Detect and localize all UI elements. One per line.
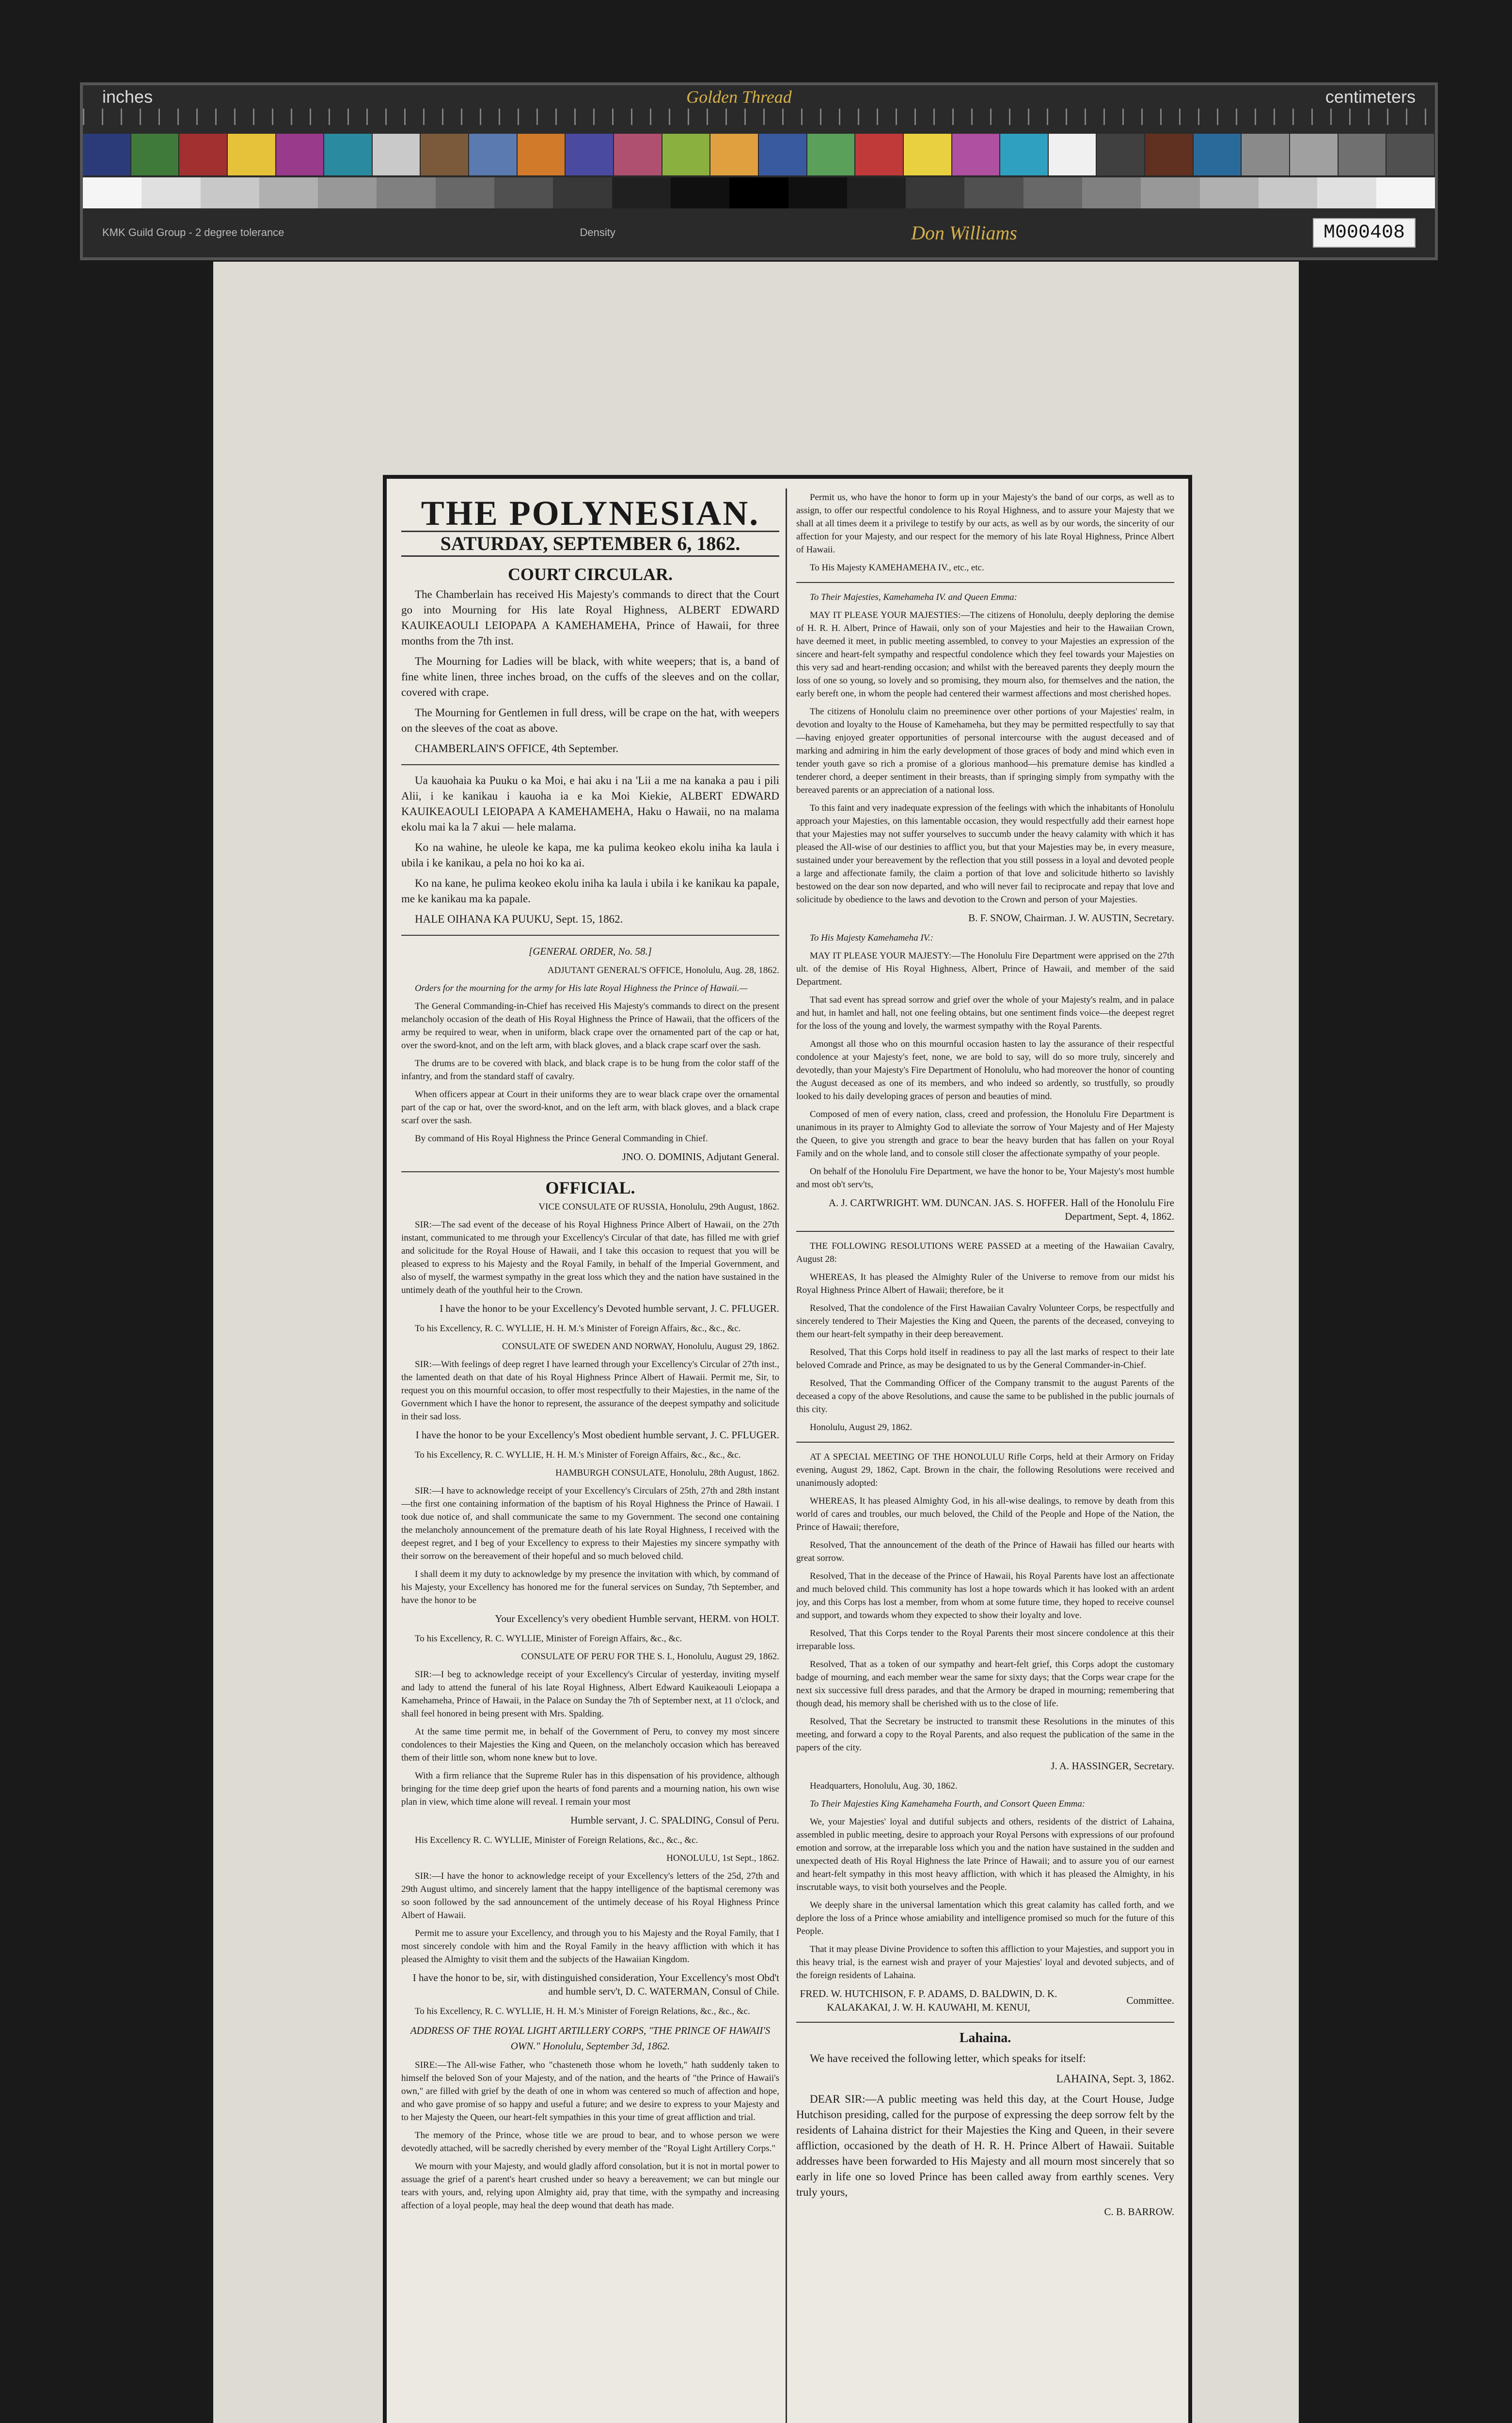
column-divider: [786, 488, 787, 2423]
address-paragraph: On behalf of the Honolulu Fire Department, we have the honor to be, Your Majesty's most humble and most ob't serv'ts,: [796, 1166, 1174, 1190]
address-paragraph: Amongst all those who on this mournful occasion hasten to lay the assurance of their respectful condolence at your Majesty's feet, none, we are bold to say, will do so more truly, sincerely and devotedly, than your Majesty's Fire Department of Honolulu, who had moreover the honor of counting the August deceased as one of its members, and who indeed so ardently, so trustfully, so proudly looked to his daily developing graces of person and beauties of mind.: [796, 1039, 1174, 1101]
lahaina-paragraph: We deeply share in the universal lamentation which this great calamity has called forth, and we deplore the loss of a Prince whose amiability and intelligence promised so much for the future of this People.: [796, 1900, 1174, 1936]
grey-step: [847, 177, 906, 208]
color-swatch: [1290, 134, 1339, 175]
address-heading: To Their Majesties, Kamehameha IV. and Queen Emma:: [810, 592, 1017, 602]
grey-step: [1141, 177, 1199, 208]
color-swatch: [710, 134, 759, 175]
court-paragraph: The Mourning for Gentlemen in full dress, will be crape on the hat, with weepers on the sleeves of the coat as above.: [401, 707, 779, 734]
color-swatch: [228, 134, 276, 175]
letter-signature: Your Excellency's very obedient Humble servant, HERM. von HOLT.: [495, 1613, 779, 1624]
grey-step: [83, 177, 142, 208]
grey-step: [318, 177, 377, 208]
color-calibration-card: [80, 82, 1438, 260]
letter-signature: I have the honor to be your Excellency's Devoted humble servant, J. C. PFLUGER.: [440, 1303, 779, 1314]
resolution-paragraph: Resolved, That the announcement of the death of the Prince of Hawaii has filled our hearts with great sorrow.: [796, 1540, 1174, 1563]
brand-label: Golden Thread: [686, 87, 792, 107]
grey-step: [906, 177, 964, 208]
color-swatch: [1194, 134, 1242, 175]
resolution-paragraph: Resolved, That the condolence of the First Hawaiian Cavalry Volunteer Corps, be respectfully and sincerely tendered to Their Majesties the King and Queen, the parents of the deceased, conveying to them our heart-felt sympathy in their deep bereavement.: [796, 1303, 1174, 1339]
resolution-paragraph: Resolved, That as a token of our sympathy and heart-felt grief, this Corps adopt the customary badge of mourning, and each member wear the same for sixty days; that the Corps wear crape for the next six successive full dress parades, and that the Armory be draped in mourning; remembering that though dead, his memory shall be cherished with us to the close of life.: [796, 1659, 1174, 1709]
court-signature: CHAMBERLAIN'S OFFICE, 4th September.: [415, 742, 619, 755]
court-circular-heading: COURT CIRCULAR.: [507, 565, 673, 584]
color-swatch: [276, 134, 325, 175]
letter-heading: VICE CONSULATE OF RUSSIA, Honolulu, 29th August, 1862.: [538, 1202, 779, 1212]
section-rule: [401, 1171, 779, 1172]
letter-address: To his Excellency, R. C. WYLLIE, H. H. M.'s Minister of Foreign Relations, &c., &c., &c.: [415, 2006, 750, 2016]
grey-step: [1082, 177, 1141, 208]
letter-heading: HAMBURGH CONSULATE, Honolulu, 28th August, 1862.: [555, 1468, 779, 1478]
color-swatch: [469, 134, 518, 175]
color-swatch: [518, 134, 566, 175]
letter-signature: Humble servant, J. C. SPALDING, Consul of Peru.: [570, 1814, 779, 1826]
resolution-paragraph: Resolved, That the Secretary be instructed to transmit these Resolutions in the minutes of this meeting, and forward a copy to the Royal Parents, and also request the publication of the same in the papers of the city.: [796, 1716, 1174, 1753]
grey-step: [201, 177, 259, 208]
inches-label: inches: [102, 87, 153, 107]
address-paragraph: Composed of men of every nation, class, creed and profession, the Honolulu Fire Department is unanimous in its prayer to Almighty God to alleviate the sorrow of Your Majesty and of Her Majesty the Queen, to give you strength and grace to bear the heavy burden that has fallen on your Royal Family and on the whole land, and to console still closer the affectionate sympathy of your people.: [796, 1109, 1174, 1159]
letter-paragraph: SIR:—The sad event of the decease of his Royal Highness Prince Albert of Hawaii, on the 27th instant, communicated to me through your Excellency's Circular of that date, has filled me with grief and solicitude for the Royal House of Hawaii, and I take this occasion to request that you will be pleased to express to his Majesty and the Royal Family, in behalf of the Imperial Government, and also of myself, the warmest sympathy in the great loss which they and the nation have sustained in the untimely death of the youthful heir to the Crown.: [401, 1220, 779, 1295]
lahaina-letter: DEAR SIR:—A public meeting was held this day, at the Court House, Judge Hutchison presiding, called for the purpose of expressing the deep sorrow felt by the residents of Lahaina district for their Majesties the King and Queen, in their severe affliction, occasioned by the death of H. R. H. Prince Albert of Hawaii. Suitable addresses have been forwarded to His Majesty and all mourn most sincerely that so early in life one so loved Prince has been called away from earthly scenes. Very truly yours,: [796, 2093, 1174, 2198]
color-swatch: [1242, 134, 1290, 175]
grey-step: [671, 177, 729, 208]
grey-step: [1024, 177, 1082, 208]
masthead: THE POLYNESIAN.: [421, 494, 760, 533]
resolution-paragraph: Resolved, That this Corps hold itself in readiness to pay all the last marks of respect to their late beloved Comrade and Prince, as may be designated to us by the General Commander-in-Chief.: [796, 1347, 1174, 1370]
committee-block: [796, 1987, 1174, 2014]
resolution-paragraph: WHEREAS, It has pleased Almighty God, in his all-wise dealings, to remove by death from this world of cares and troubles, our much beloved, the Child of the People and Hope of the Nation, the Prince of Hawaii; therefore,: [796, 1496, 1174, 1532]
color-swatch: [179, 134, 228, 175]
letter-address: To his Excellency, R. C. WYLLIE, H. H. M.'s Minister of Foreign Affairs, &c., &c., &c.: [415, 1323, 741, 1334]
card-footnote: KMK Guild Group - 2 degree tolerance: [102, 226, 284, 238]
resolutions-heading: THE FOLLOWING RESOLUTIONS WERE PASSED at a meeting of the Hawaiian Cavalry, August 28:: [796, 1241, 1174, 1264]
lahaina-paragraph: That it may please Divine Providence to soften this affliction to your Majesties, and support you in this heavy trial, is the earnest wish and prayer of your Majesties' loyal and devoted subjects, and of the foreign residents of Lahaina.: [796, 1944, 1174, 1981]
color-swatch: [1049, 134, 1097, 175]
section-rule: [401, 935, 779, 936]
address-heading: To His Majesty Kamehameha IV.:: [810, 933, 933, 943]
artillery-paragraph: We mourn with your Majesty, and would gladly afford consolation, but it is not in mortal power to assuage the grief of a parent's heart crushed under so heavy a bereavement; we can but mingle our tears with yours, and, relying upon Almighty aid, pray that time, with the sympathy and increasing affection of a loyal people, may heal the deep wound that death has made.: [401, 2161, 779, 2211]
general-order-paragraph: The General Commanding-in-Chief has received His Majesty's commands to direct on the present melancholy occasion of the death of His Royal Highness the Prince of Hawaii, that the officers of the army be required to wear, when in uniform, black crape over the ornamented part of the cap or hat, over the sword-knot, and on the left arm, with black gloves, and a black crape scarf over the sash.: [401, 1001, 779, 1051]
letter-signature: I have the honor to be your Excellency's Most obedient humble servant, J. C. PFLUGER.: [415, 1429, 779, 1441]
dateline: SATURDAY, SEPTEMBER 6, 1862.: [401, 531, 779, 557]
section-rule: [796, 582, 1174, 583]
address-paragraph: That sad event has spread sorrow and grief over the whole of your Majesty's realm, and in palace and hut, in hamlet and hall, not one feeling obtains, but one sentiment finds voice—the deepest regret for the loss of the young and lovely, the warmest sympathy with the Royal Parents.: [796, 995, 1174, 1031]
color-swatch: [566, 134, 614, 175]
grey-step: [553, 177, 612, 208]
lahaina-title: Lahaina.: [959, 2030, 1011, 2045]
color-swatch: [373, 134, 421, 175]
lahaina-intro: We have received the following letter, which speaks for itself:: [810, 2052, 1086, 2064]
color-swatch: [83, 134, 131, 175]
letter-paragraph: SIR:—I have the honor to acknowledge receipt of your Excellency's letters of the 25d, 27th and 29th August ultimo, and sincerely lament that the happy intelligence of the baptismal ceremony was so soon followed by the sad announcement of the untimely decease of his Royal Highness Prince Albert of Hawaii.: [401, 1871, 779, 1920]
color-swatch: [1000, 134, 1049, 175]
signature-logo: Don Williams: [911, 221, 1017, 244]
committee-names: FRED. W. HUTCHISON, F. P. ADAMS, D. BALDWIN, D. K. KALAKAKAI, J. W. H. KAUWAHI, M. KENUI,: [800, 1988, 1057, 2013]
density-label: Density: [580, 226, 615, 238]
resolution-paragraph: Resolved, That this Corps tender to the Royal Parents their most sincere condolence at this their irreparable loss.: [796, 1628, 1174, 1652]
resolution-signature: J. A. HASSINGER, Secretary.: [1051, 1760, 1174, 1772]
section-rule: [401, 764, 779, 765]
color-swatch: [904, 134, 952, 175]
grey-step: [1317, 177, 1376, 208]
general-order-signature: JNO. O. DOMINIS, Adjutant General.: [622, 1151, 779, 1163]
grey-step: [1376, 177, 1435, 208]
letter-paragraph: Permit me to assure your Excellency, and through you to his Majesty and the Royal Family, that I most sincerely condole with him and the Royal Family in the heavy affliction with which it has pleased the Almighty to visit them and the subjects of the Hawaiian Kingdom.: [401, 1928, 779, 1965]
address-paragraph: To this faint and very inadequate expression of the feelings with which the inhabitants of Honolulu approach your Majesties, on this lamentable occasion, they would respectfully add their earnest hope that your Majesties may not suffer yourselves to succumb under the heavy calamity with which it has pleased the All-wise of our destinies to afflict you, but that your Majesties may be, in every measure, sustained under your bereavement by the reflection that you still possess in a loyal and devoted people a large and affectionate family, the claim a portion of that love and solicitude hitherto so lavishly bestowed on the dear son now departed, and who will never fail to reciprocate and repay that love and solicitude by obedience to the laws and devotion to the Crown and person of your Majesties.: [796, 803, 1174, 905]
letter-heading: CONSULATE OF PERU FOR THE S. I., Honolulu, August 29, 1862.: [521, 1652, 779, 1662]
grey-step: [377, 177, 435, 208]
general-order-paragraph: The drums are to be covered with black, and black crape is to be hung from the color staff of the infantry, and from the standard staff of cavalry.: [401, 1058, 779, 1082]
grey-step: [1200, 177, 1259, 208]
newspaper-clipping: [383, 475, 1192, 2423]
letter-signature: I have the honor to be, sir, with distinguished consideration, Your Excellency's most Obd't and humble serv't, D. C. WATERMAN, Consul of Chile.: [412, 1972, 779, 1997]
letter-heading: HONOLULU, 1st Sept., 1862.: [666, 1853, 779, 1863]
resolutions-heading: AT A SPECIAL MEETING OF THE HONOLULU Rifle Corps, held at their Armory on Friday evening, August 29, 1862, Capt. Brown in the chair, the following Resolutions were received and unanimously adopted:: [796, 1452, 1174, 1488]
color-swatch: [807, 134, 856, 175]
archive-code: M000408: [1313, 218, 1416, 248]
general-order-heading: [GENERAL ORDER, No. 58.]: [529, 945, 652, 957]
artillery-address: To His Majesty KAMEHAMEHA IV., etc., etc.: [810, 563, 984, 573]
grey-step: [142, 177, 200, 208]
address-paragraph: MAY IT PLEASE YOUR MAJESTY:—The Honolulu Fire Department were apprised on the 27th ult. of the demise of His Royal Highness, Albert, Prince of Hawaii, and member of the said Department.: [796, 951, 1174, 987]
color-swatch: [421, 134, 469, 175]
color-swatch: [759, 134, 807, 175]
grey-step: [436, 177, 494, 208]
general-order-paragraph: By command of His Royal Highness the Prince General Commanding in Chief.: [415, 1133, 708, 1144]
letter-paragraph: SIR:—With feelings of deep regret I have learned through your Excellency's Circular of 27th inst., the lamented death on that date of his Royal Highness Prince Albert of Hawaii. Permit me, Sir, to request you on this mournful occasion, to offer most respectfully to their Majesties, in the name of the Government which I have the honor to represent, the assurance of the deepest sympathy and solicitude in their sad loss.: [401, 1359, 779, 1422]
color-swatch: [324, 134, 373, 175]
resolution-paragraph: WHEREAS, It has pleased the Almighty Ruler of the Universe to remove from our midst his Royal Highness Prince Albert of Hawaii; therefore, be it: [796, 1272, 1174, 1295]
centimeters-label: centimeters: [1325, 87, 1416, 107]
artillery-paragraph: The memory of the Prince, whose title we are proud to bear, and to whose person we were devotedly attached, will be sacredly cherished by every member of the "Royal Light Artillery Corps.": [401, 2130, 779, 2154]
color-swatch: [1097, 134, 1145, 175]
artillery-heading: ADDRESS OF THE ROYAL LIGHT ARTILLERY CORPS, "THE PRINCE OF HAWAII'S OWN." Honolulu, September 3d, 1862.: [410, 2025, 771, 2052]
section-rule: [796, 1442, 1174, 1443]
address-paragraph: MAY IT PLEASE YOUR MAJESTIES:—The citizens of Honolulu, deeply deploring the demise of H. R. H. Albert, Prince of Hawaii, only son of your Majesties and heir to the Hawaiian Crown, have deemed it meet, in public meeting assembled, to convey to your Majesties an expression of the sincere and heart-felt sympathy and respectful condolence which they feel towards your Majesties on this very sad and heart-rending occasion; and whilst with the bereaved parents they deeply mourn the loss of one so young, so lovely and so promising, they mourn also, for themselves and the nation, the early bereft one, in whom the people had centered their warmest affections and most cherished hopes.: [796, 610, 1174, 699]
general-order-office: ADJUTANT GENERAL'S OFFICE, Honolulu, Aug. 28, 1862.: [547, 965, 779, 975]
letter-paragraph: I shall deem it my duty to acknowledge by my presence the invitation with which, by command of his Majesty, your Excellency has honored me for the funeral services on Sunday, 7th September, and have the honor to be: [401, 1569, 779, 1605]
hawaiian-paragraph: Ko na wahine, he uleole ke kapa, me ka pulima keokeo ekolu iniha ka laula i ubila i ke kanikau, a pela no hoi ko ka ai.: [401, 841, 779, 869]
letter-paragraph: With a firm reliance that the Supreme Ruler has in this dispensation of his providence, although bringing for the time deep grief upon the hearts of fond parents and a mourning nation, his own wise plan in view, which time alone will reveal. I remain your most: [401, 1771, 779, 1807]
hawaiian-signature: HALE OIHANA KA PUUKU, Sept. 15, 1862.: [415, 913, 623, 925]
official-heading: OFFICIAL.: [545, 1178, 635, 1197]
court-paragraph: The Chamberlain has received His Majesty's commands to direct that the Court go into Mourning for His late Royal Highness, ALBERT EDWARD KAUIKEAOULI LEIOPAPA A KAMEHAMEHA, Prince of Hawaii, for three months from the 7th inst.: [401, 588, 779, 647]
court-paragraph: The Mourning for Ladies will be black, with white weepers; that is, a band of fine white linen, three inches broad, on the cuffs of the sleeves and on the collar, covered with crape.: [401, 655, 779, 698]
grey-step: [494, 177, 553, 208]
card-header: [83, 85, 1435, 109]
address-paragraph: The citizens of Honolulu claim no preeminence over other portions of your Majesties' realm, in devotion and loyalty to the House of Kamehameha, but they may be permitted respectfully to say that—having enjoyed greater opportunities of personal intercourse with the august deceased and of marking and admiring in him the early development of those graces of body and mind which even in tender youth gave so rich a promise of a glorious manhood—his premature demise has kindled a tenderer chord, a deeper sentiment in their breasts, than if springing simply from sympathy with the bereaved parents or an appreciation of a national loss.: [796, 707, 1174, 795]
letter-paragraph: SIR:—I beg to acknowledge receipt of your Excellency's Circular of yesterday, inviting myself and lady to attend the funeral of his late Royal Highness, Albert Edward Kauikeaouli Leiopapa a Kamehameha, Prince of Hawaii, in the Palace on Sunday the 7th of September next, at 11 o'clock, and shall feel honored in being present with Mrs. Spalding.: [401, 1669, 779, 1719]
grey-step: [259, 177, 318, 208]
ruler-scale: [83, 109, 1435, 125]
lahaina-dateline: Headquarters, Honolulu, Aug. 30, 1862.: [810, 1781, 958, 1791]
grey-step: [1259, 177, 1317, 208]
hawaiian-paragraph: Ko na kane, he pulima keokeo ekolu iniha ka laula i ubila i ke kanikau ka papale, me ke kanikau ma ka papale.: [401, 877, 779, 905]
color-swatch: [131, 134, 180, 175]
artillery-paragraph: SIRE:—The All-wise Father, who "chasteneth those whom he loveth," hath suddenly taken to himself the beloved Son of your Majesty, and of the nation, and the hearts of "the Prince of Hawaii's own," are filled with grief by the death of one in whom was centered so much of affection and hope, and who gave promise of so happy and useful a future; and we desire to express to your Majesty and to her Majesty the Queen, our heart-felt sympathies in this your time of great affliction and trial.: [401, 2060, 779, 2123]
letter-address: To his Excellency, R. C. WYLLIE, H. H. M.'s Minister of Foreign Affairs, &c., &c., &c.: [415, 1450, 741, 1460]
lahaina-letter-dateline: LAHAINA, Sept. 3, 1862.: [1056, 2073, 1174, 2085]
color-swatch: [1386, 134, 1435, 175]
resolution-paragraph: Resolved, That in the decease of the Prince of Hawaii, his Royal Parents have lost an affectionate and much beloved child. This community has lost a hope towards which it has looked with an ardent joy, and this Corps has lost a member, from whom at some future time, they hoped to receive counsel and support, and towards whom they expected to show their loyalty and love.: [796, 1571, 1174, 1621]
resolution-paragraph: Resolved, That the Commanding Officer of the Company transmit to the august Parents of the deceased a copy of the above Resolutions, and cause the same to be published in the public journals of this city.: [796, 1378, 1174, 1415]
letter-address: His Excellency R. C. WYLLIE, Minister of Foreign Relations, &c., &c., &c.: [415, 1835, 698, 1845]
color-swatch: [614, 134, 662, 175]
grey-step: [729, 177, 788, 208]
card-footer: [83, 211, 1435, 254]
color-swatches: [83, 134, 1435, 175]
color-swatch: [662, 134, 711, 175]
general-order-subhead: Orders for the mourning for the army for His late Royal Highness the Prince of Hawaii.—: [415, 983, 748, 993]
letter-heading: CONSULATE OF SWEDEN AND NORWAY, Honolulu, August 29, 1862.: [502, 1341, 779, 1352]
general-order-paragraph: When officers appear at Court in their uniforms they are to wear black crape over the ornamental part of the cap or hat, over the sword-knot, and on the left arm, with black gloves, and a black crape scarf over the sash.: [401, 1089, 779, 1126]
section-rule: [796, 2022, 1174, 2023]
color-swatch: [1339, 134, 1387, 175]
letter-paragraph: SIR:—I have to acknowledge receipt of your Excellency's Circulars of 25th, 27th and 28th instant—the first one containing information of the baptism of his Royal Highness the Prince of Hawaii. I took due notice of, and shall communicate the same to my Government. The second one containing the melancholy announcement of the premature death of his late Royal Highness, I received with the deepest regret, and I beg of your Excellency to express to their Majesties my sincere sympathy with their sorrow on the bereavement of their hopeful and so much beloved child.: [401, 1486, 779, 1561]
artillery-paragraph: Permit us, who have the honor to form up in your Majesty's the band of our corps, as well as to assign, to offer our respectful condolence to his Royal Highness, and to assure your Majesty that we shall at all times deem it a privilege to testify by our acts, as well as by our words, the sincerity of our affection for your Majesty, and our respect for the memory of his late Royal Highness, Prince Albert of Hawaii.: [796, 492, 1174, 555]
letter-address: To his Excellency, R. C. WYLLIE, Minister of Foreign Affairs, &c., &c.: [415, 1634, 682, 1644]
color-swatch: [855, 134, 904, 175]
lahaina-heading: To Their Majesties King Kamehameha Fourth, and Consort Queen Emma:: [810, 1799, 1086, 1809]
left-column: [401, 491, 779, 2423]
lahaina-paragraph: We, your Majesties' loyal and dutiful subjects and others, residents of the district of Lahaina, assembled in public meeting, desire to approach your Royal Persons with expressions of our profound emotion and sorrow, at the irreparable loss which you and the nation have sustained in the sudden and unexpected death of His Royal Highness the late Prince of Hawaii; and to assure you of our earnest and heart-felt sympathy in this most heavy affliction, with which it has pleased the Almighty, in his inscrutable ways, to visit both yourselves and the People.: [796, 1817, 1174, 1892]
grey-step: [964, 177, 1023, 208]
grey-scale: [83, 177, 1435, 208]
color-swatch: [1145, 134, 1194, 175]
resolution-date: Honolulu, August 29, 1862.: [810, 1422, 913, 1432]
lahaina-letter-signature: C. B. BARROW.: [1104, 2206, 1174, 2218]
section-rule: [796, 1231, 1174, 1232]
grey-step: [788, 177, 847, 208]
address-signature: A. J. CARTWRIGHT. WM. DUNCAN. JAS. S. HOFFER. Hall of the Honolulu Fire Department, Sept. 4, 1862.: [828, 1197, 1174, 1222]
letter-paragraph: At the same time permit me, in behalf of the Government of Peru, to convey my most sincere condolences to their Majesties the King and Queen, on the melancholy occasion which has bereaved them of their little son, whom none knew but to love.: [401, 1727, 779, 1763]
right-column: [796, 491, 1174, 2423]
color-swatch: [952, 134, 1001, 175]
hawaiian-paragraph: Ua kauohaia ka Puuku o ka Moi, e hai aku i na 'Lii a me na kanaka a pau i pili Alii, i ke kanikau i kauoha ia e ka Moi Kiekie, ALBERT EDWARD KAUIKEAOULI LEIOPAPA A KAMEHAMEHA, Haku o Hawaii, no na malama ekolu mai ka la 7 akui — hele malama.: [401, 774, 779, 833]
address-signature: B. F. SNOW, Chairman. J. W. AUSTIN, Secretary.: [968, 912, 1174, 924]
committee-label: Committee.: [1126, 1995, 1174, 2006]
grey-step: [612, 177, 671, 208]
